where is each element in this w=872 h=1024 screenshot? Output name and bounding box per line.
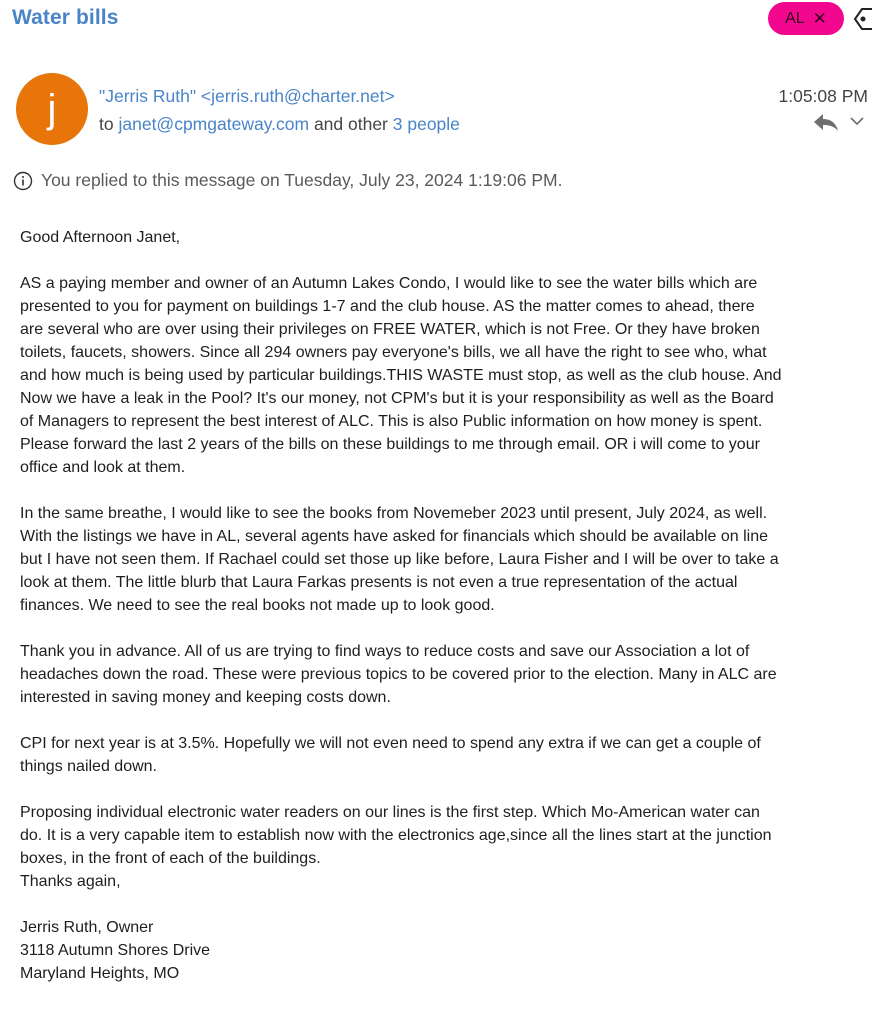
body-line: do. It is a very capable item to establish now with the electronics age,since all the lines start at the junction [20, 827, 772, 844]
message-time: 1:05:08 PM [778, 86, 868, 106]
other-recipients-link[interactable]: 3 people [392, 114, 460, 134]
body-line: and how much is being used by particular buildings.THIS WASTE must stop, as well as the club house. And [20, 367, 782, 384]
body-line: look at them. The little blurb that Laura Farkas presents is not even a true representation of the actual [20, 574, 738, 591]
category-tag-label: AL [785, 9, 805, 27]
body-line: CPI for next year is at 3.5%. Hopefully we will not even need to spend any extra if we can get a couple of [20, 735, 761, 752]
body-line: but I have not seen them. If Rachael could set those up like before, Laura Fisher and I will be over to take a [20, 551, 779, 568]
greeting: Good Afternoon Janet, [20, 229, 181, 246]
body-line: headaches down the road. These were previous topics to be covered prior to the election. Many in ALC are [20, 666, 777, 683]
replied-info-text: You replied to this message on Tuesday, July 23, 2024 1:19:06 PM. [41, 170, 563, 190]
body-line: of Managers to represent the best interest of ALC. This is also Public information on how money is spent. [20, 413, 763, 430]
to-prefix: to [99, 114, 114, 134]
message-subject: Water bills [12, 6, 119, 29]
signature-city: Maryland Heights, MO [20, 965, 180, 982]
body-line: Please forward the last 2 years of the bills on these buildings to me through email. OR i will come to your [20, 436, 760, 453]
message-body [20, 226, 870, 985]
category-tag[interactable] [768, 2, 844, 35]
body-line: are several who are over using their privileges on FREE WATER, which is not Free. Or they have broken [20, 321, 760, 338]
body-line: In the same breathe, I would like to see the books from Novemeber 2023 until present, July 2024, as well. [20, 505, 768, 522]
body-line: Now we have a leak in the Pool? It's our money, not CPM's but it is your responsibility as well as the Board [20, 390, 774, 407]
sender-avatar: j [16, 73, 88, 145]
and-other-text: and other [313, 114, 388, 134]
recipients-line [99, 114, 460, 135]
body-line: boxes, in the front of each of the buildings. [20, 850, 321, 867]
tag-icon[interactable] [852, 6, 872, 32]
body-line: Thank you in advance. All of us are trying to find ways to reduce costs and save our Association a lot of [20, 643, 750, 660]
chevron-down-icon[interactable] [849, 115, 865, 127]
body-line: office and look at them. [20, 459, 186, 476]
sender-name-address[interactable]: "Jerris Ruth" <jerris.ruth@charter.net> [99, 86, 395, 106]
body-line: Proposing individual electronic water readers on our lines is the first step. Which Mo-American water can [20, 804, 760, 821]
body-line: things nailed down. [20, 758, 157, 775]
body-line: interested in saving money and keeping costs down. [20, 689, 391, 706]
reply-icon[interactable] [812, 111, 840, 133]
body-line: toilets, faucets, showers. Since all 294 owners pay everyone's bills, we all have the right to see who, what [20, 344, 767, 361]
closing: Thanks again, [20, 873, 121, 890]
body-line: AS a paying member and owner of an Autumn Lakes Condo, I would like to see the water bills which are [20, 275, 758, 292]
remove-tag-icon[interactable]: ✕ [812, 9, 827, 28]
signature-address: 3118 Autumn Shores Drive [20, 942, 211, 959]
signature-name: Jerris Ruth, Owner [20, 919, 154, 936]
body-line: presented to you for payment on buildings 1-7 and the club house. AS the matter comes to ahead, there [20, 298, 755, 315]
info-icon [13, 171, 33, 191]
body-line: finances. We need to see the real books not made up to look good. [20, 597, 495, 614]
body-line: With the listings we have in AL, several agents have asked for financials which should be available on line [20, 528, 768, 545]
replied-info-bar [13, 170, 562, 191]
recipient-address-link[interactable]: janet@cpmgateway.com [118, 114, 310, 134]
